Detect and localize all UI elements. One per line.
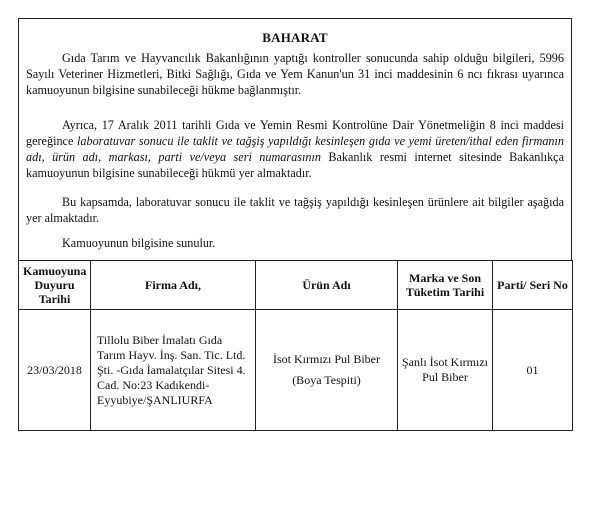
table-row (19, 310, 573, 431)
paragraph-legal-basis: Gıda Tarım ve Hayvancılık Bakanlığının yaptığı kontroller sonucunda sahip olduğu bilgileri, 5996 Sayılı Veteriner Hizmetleri, Bitki Sağlığı, Gıda ve Yem Kanun'un 31 inci maddesinin 6 ncı fıkrası uyarınca kamuoyunun bilgisine sunabileceği hükme bağlanmıştır. (26, 51, 564, 97)
header-product-name: Ürün Adı (256, 261, 398, 310)
document-title: BAHARAT (262, 30, 328, 45)
table-header-row (19, 261, 573, 310)
paragraph-scope: Bu kapsamda, laboratuvar sonucu ile taklit ve tağşiş yapıldığı kesinleşen ürünlere ait bilgiler aşağıda yer almaktadır. (26, 195, 564, 225)
cell-date: 23/03/2018 (19, 310, 91, 431)
cell-brand: Şanlı İsot Kırmızı Pul Biber (398, 310, 493, 431)
header-firm-name: Firma Adı, (91, 261, 256, 310)
cell-product-note: (Boya Tespiti) (292, 373, 361, 387)
header-batch-number: Parti/ Seri No (493, 261, 573, 310)
paragraph-regulation-end: Bakanlık resmi internet sitesinde Bakanlıkça kamuoyunun bilgisine sunabileceği hükmü yer almaktadır. (26, 150, 565, 180)
cell-product (256, 310, 398, 431)
paragraph-regulation-intro: Ayrıca, 17 Aralık 2011 tarihli Gıda ve Yemin Resmi Kontrolüne Dair Yönetmeliğin 8 inci maddesi gereğince (26, 118, 564, 148)
paragraph-regulation-italic: laboratuvar sonucu ile taklit ve tağşiş yapıldığı kesinleşen gıda ve yemi üreten/ithal eden firmanın adı, ürün adı, markası, parti ve/veya seri numarasının (26, 134, 564, 164)
adulteration-table (18, 260, 573, 431)
cell-product-name: İsot Kırmızı Pul Biber (273, 352, 380, 366)
paragraph-closing: Kamuoyunun bilgisine sunulur. (62, 236, 216, 250)
cell-batch: 01 (493, 310, 573, 431)
header-announcement-date: Kamuoyuna Duyuru Tarihi (19, 261, 91, 310)
cell-firm: Tillolu Biber İmalatı Gıda Tarım Hayv. İnş. San. Tic. Ltd. Şti. -Gıda İamalatçılar Sitesi 4. Cad. No:23 Kadıkendi-Eyyubiye/ŞANLIURFA (91, 310, 256, 431)
header-brand-expiry: Marka ve Son Tüketim Tarihi (398, 261, 493, 310)
paragraph-regulation (26, 117, 564, 181)
